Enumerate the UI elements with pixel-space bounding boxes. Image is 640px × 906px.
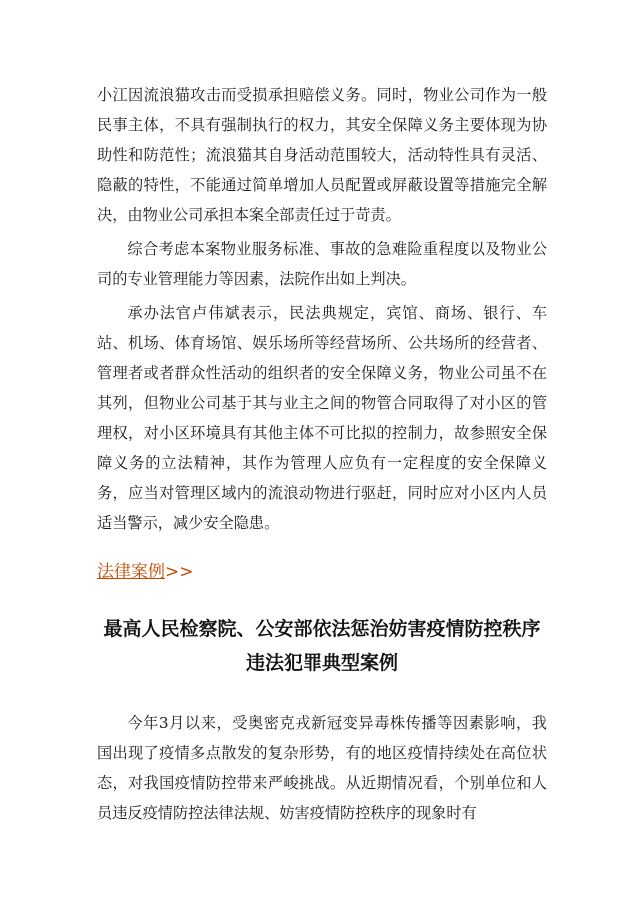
body-paragraph-1: 小江因流浪猫攻击而受损承担赔偿义务。同时，物业公司作为一般民事主体，不具有强制执行的权力，其安全保障义务主要体现为协助性和防范性；流浪猫其自身活动范围较大，活动特性具有灵活、隐蔽的特性，不能通过简单增加人员配置或屏蔽设置等措施完全解决，由物业公司承担本案全部责任过于苛责。 bbox=[97, 86, 547, 224]
article-title bbox=[97, 612, 547, 680]
article-title-line-2: 违法犯罪典型案例 bbox=[245, 652, 398, 674]
body-paragraph-3: 承办法官卢伟斌表示，民法典规定，宾馆、商场、银行、车站、机场、体育场馆、娱乐场所等经营场所、公共场所的经营者、管理者或者群众性活动的组织者的安全保障义务，物业公司虽不在其列，但物业公司基于其与业主之间的物管合同取得了对小区的管理权，对小区环境具有其他主体不可比拟的控制力，故参照安全保障义务的立法精神，其作为管理人应负有一定程度的安全保障义务，应当对管理区域内的流浪动物进行驱赶，同时应对小区内人员适当警示，减少安全隐患。 bbox=[97, 304, 547, 532]
document-page bbox=[97, 80, 547, 828]
body-paragraph-4: 今年3月以来，受奥密克戎新冠变异毒株传播等因素影响，我国出现了疫情多点散发的复杂形势，有的地区疫情持续处在高位状态，对我国疫情防控带来严峻挑战。从近期情况看，个别单位和人员违反疫情防控法律法规、妨害疫情防控秩序的现象时有 bbox=[97, 714, 547, 822]
body-paragraph-2: 综合考虑本案物业服务标准、事故的急难险重程度以及物业公司的专业管理能力等因素，法院作出如上判决。 bbox=[97, 240, 547, 288]
legal-cases-link[interactable]: 法律案例 bbox=[97, 562, 165, 582]
article-title-line-1: 最高人民检察院、公安部依法惩治妨害疫情防控秩序 bbox=[103, 618, 541, 640]
section-header-legal-cases bbox=[97, 560, 547, 584]
double-arrow-icon: >> bbox=[165, 562, 194, 582]
